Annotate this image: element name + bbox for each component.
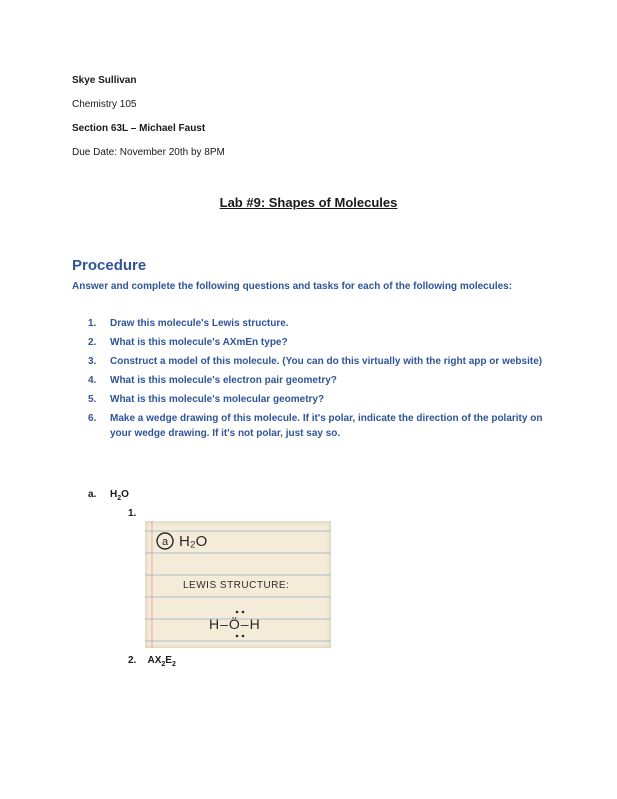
step-text: Construct a model of this molecule. (You can do this virtually with the right app or website)	[110, 356, 543, 367]
axe-type-e: E	[165, 655, 172, 666]
formula-main: H	[110, 489, 118, 500]
step-number: 5.	[88, 394, 97, 405]
answer-2	[128, 655, 176, 668]
step-text: What is this molecule's molecular geometry?	[110, 394, 325, 405]
axe-sub-m: 2	[161, 661, 166, 668]
axe-sub-n: 2	[171, 661, 176, 668]
handwritten-formula: H₂O	[179, 533, 208, 550]
list-item	[88, 373, 548, 388]
procedure-steps	[88, 316, 548, 445]
step-text: What is this molecule's AXmEn type?	[110, 337, 288, 348]
circle-letter: a	[161, 536, 169, 548]
list-item	[88, 316, 548, 331]
student-name: Skye Sullivan	[72, 75, 137, 86]
step-text: Draw this molecule's Lewis structure.	[110, 318, 289, 329]
molecule-a-heading	[88, 489, 129, 502]
handwritten-notebook	[145, 521, 331, 648]
step-text: What is this molecule's electron pair geometry?	[110, 375, 337, 386]
step-number: 2.	[88, 337, 97, 348]
step-number: 3.	[88, 356, 97, 367]
procedure-intro: Answer and complete the following questions and tasks for each of the following molecules:	[72, 281, 513, 292]
section-info: Section 63L – Michael Faust	[72, 123, 206, 134]
formula-subscript: 2	[117, 495, 122, 502]
list-item	[88, 392, 548, 407]
answer-1-number: 1.	[128, 508, 137, 519]
step-number: 1.	[88, 318, 97, 329]
molecule-label: a.	[88, 489, 97, 500]
handwritten-caption: LEWIS STRUCTURE:	[183, 580, 290, 591]
due-date: Due Date: November 20th by 8PM	[72, 147, 225, 158]
formula-end: O	[121, 489, 129, 500]
course-name: Chemistry 105	[72, 99, 137, 110]
lewis-structure-photo	[145, 521, 331, 648]
page-title: Lab #9: Shapes of Molecules	[219, 195, 398, 210]
list-item	[88, 335, 548, 350]
step-number: 4.	[88, 375, 97, 386]
step-text: Make a wedge drawing of this molecule. If it's polar, indicate the direction of the polarity on your wedge drawing. If it's not polar, just say so.	[110, 413, 543, 439]
list-item	[88, 411, 548, 441]
handwritten-lewis-structure: H–Ö–H	[209, 616, 261, 632]
answer-2-number: 2.	[128, 655, 137, 666]
list-item	[88, 354, 548, 369]
axe-type-a: AX	[147, 655, 162, 666]
procedure-heading: Procedure	[72, 257, 147, 274]
step-number: 6.	[88, 413, 97, 424]
